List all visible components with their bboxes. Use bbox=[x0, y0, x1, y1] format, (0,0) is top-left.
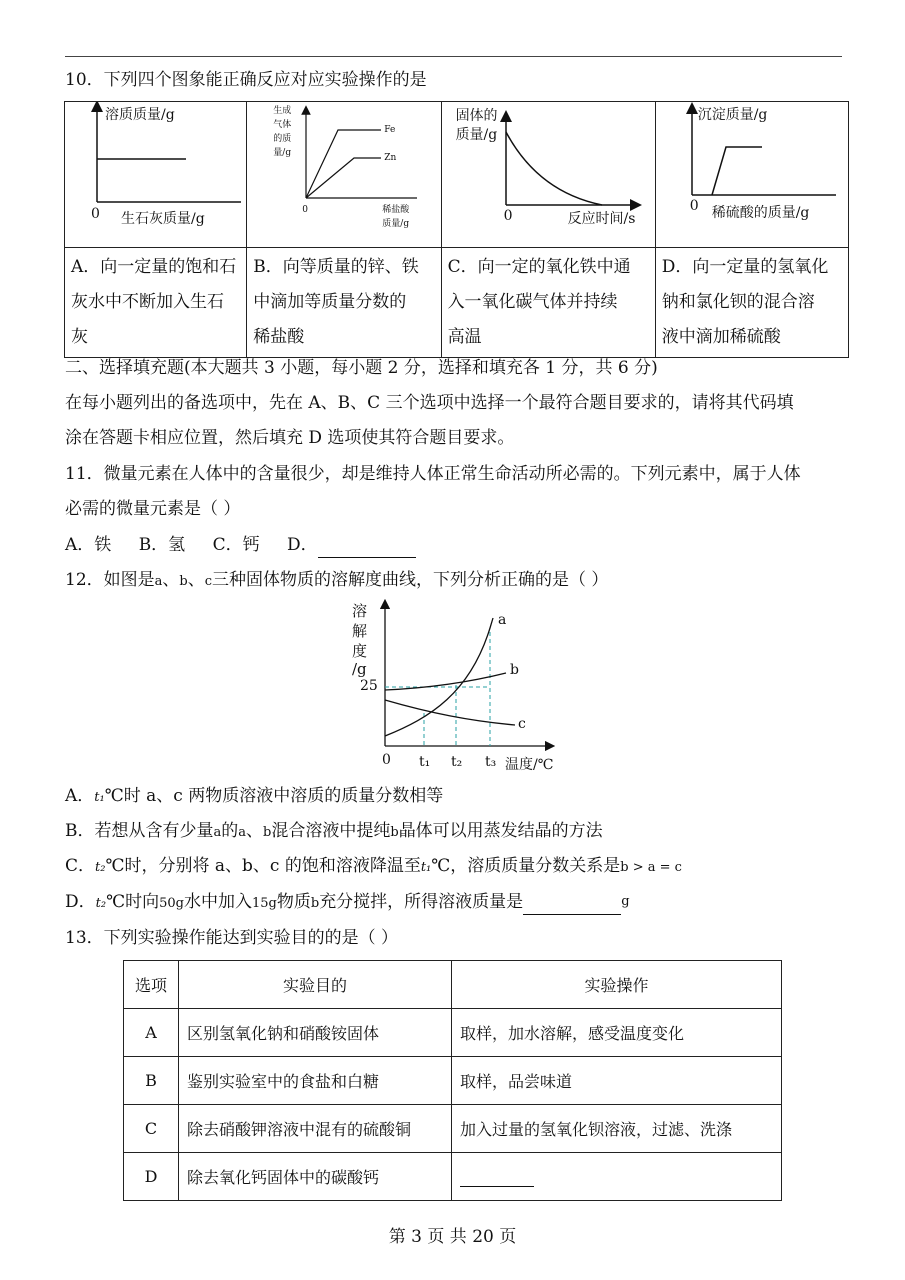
q12-option-c bbox=[65, 854, 682, 880]
q13-header-operation: 实验操作 bbox=[452, 961, 782, 1009]
q12-c-2: ℃时，分别将 a、b、c 的饱和溶液降温至 bbox=[105, 856, 421, 876]
graph-b-zn-line bbox=[306, 158, 381, 198]
q10-option-c-line2: 入一氧化碳气体并持续 bbox=[447, 292, 618, 312]
q12-stem-post: 三种固体物质的溶解度曲线，下列分析正确的是（ ） bbox=[212, 570, 609, 590]
q12-solubility-chart bbox=[340, 598, 570, 778]
q11-option-a: A．铁 bbox=[65, 535, 112, 555]
q12-c-t1: t₁ bbox=[420, 860, 432, 875]
graph-b-ylabel-3: 的质 bbox=[273, 134, 292, 144]
q12-stem-sep2: 、 bbox=[187, 570, 205, 590]
q13-row-c-option: C bbox=[124, 1105, 179, 1153]
q13-row-d-option: D bbox=[124, 1153, 179, 1201]
table-row bbox=[124, 1057, 782, 1105]
q10-option-b-line2: 中滴加等质量分数的 bbox=[253, 292, 407, 312]
curve-c bbox=[385, 700, 515, 725]
q12-c-3: ℃，溶质质量分数关系是 bbox=[431, 856, 621, 876]
graph-c-curve bbox=[506, 132, 602, 205]
q10-option-c-line3: 高温 bbox=[447, 327, 482, 347]
q10-graph-c bbox=[441, 102, 655, 248]
graph-b-ylabel-1: 生成 bbox=[273, 106, 292, 116]
q10-option-a bbox=[65, 248, 247, 358]
graph-b-xlabel-2: 质量/g bbox=[382, 219, 410, 229]
q12-b-7: b bbox=[390, 825, 399, 840]
q11-line1: 11．微量元素在人体中的含量很少，却是维持人体正常生命活动所必需的。下列元素中，属于人体 bbox=[65, 464, 801, 484]
graph-d-origin: 0 bbox=[689, 198, 699, 214]
q12-b-8: 晶体可以用蒸发结晶的方法 bbox=[398, 821, 603, 841]
q12-ylabel-4: /g bbox=[352, 660, 367, 678]
q13-row-d-operation bbox=[452, 1153, 782, 1201]
graph-b-fe-line bbox=[306, 130, 381, 198]
q12-y25: 25 bbox=[360, 678, 378, 694]
q12-option-b bbox=[65, 819, 603, 845]
q10-option-d bbox=[655, 248, 848, 358]
q13-row-b-purpose: 鉴别实验室中的食盐和白糖 bbox=[179, 1057, 452, 1105]
graph-b-zn-label: Zn bbox=[384, 153, 397, 163]
q12-d-4: 物质 bbox=[276, 892, 311, 912]
q13-header-purpose: 实验目的 bbox=[179, 961, 452, 1009]
graph-c-ylabel-1: 固体的 bbox=[455, 108, 498, 124]
q12-b-4: 、 bbox=[246, 821, 264, 841]
q12-a-2: ℃时 a、c 两物质溶液中溶质的质量分数相等 bbox=[104, 786, 444, 806]
q10-option-d-line2: 钠和氯化钡的混合溶 bbox=[661, 292, 815, 312]
q10-option-a-line2: 灰水中不断加入生石 bbox=[71, 292, 224, 312]
q13-row-c-operation: 加入过量的氢氧化钡溶液，过滤、洗涤 bbox=[452, 1105, 782, 1153]
q12-stem-c: c bbox=[204, 574, 213, 589]
q12-xlabel: 温度/℃ bbox=[505, 757, 554, 773]
q12-d-2: ℃时向 bbox=[106, 892, 160, 912]
graph-d-line bbox=[712, 147, 762, 195]
q12-stem-a: a bbox=[154, 574, 163, 589]
q12-stem-sep1: 、 bbox=[162, 570, 180, 590]
q13-row-b-option: B bbox=[124, 1057, 179, 1105]
q10-option-d-line3: 液中滴加稀硫酸 bbox=[661, 327, 781, 347]
q12-t1: t₁ bbox=[419, 754, 431, 770]
q13-row-a-purpose: 区别氢氧化钠和硝酸铵固体 bbox=[179, 1009, 452, 1057]
q12-stem bbox=[65, 568, 608, 594]
section2-instr2: 涂在答题卡相应位置，然后填充 D 选项使其符合题目要求。 bbox=[65, 428, 515, 448]
graph-c-origin: 0 bbox=[503, 208, 513, 224]
q12-origin: 0 bbox=[382, 752, 391, 768]
q11-options bbox=[65, 533, 416, 558]
q12-t3: t₃ bbox=[485, 754, 497, 770]
graph-c-ylabel-2: 质量/g bbox=[455, 127, 498, 143]
top-rule bbox=[65, 56, 842, 57]
q12-stem-pre: 12．如图是 bbox=[65, 570, 155, 590]
q12-d-b: b bbox=[310, 896, 320, 911]
q10-stem: 10．下列四个图象能正确反应对应实验操作的是 bbox=[65, 70, 427, 90]
q12-d-5: 充分搅拌，所得溶液质量是 bbox=[319, 892, 524, 912]
q10-graph-b bbox=[247, 102, 441, 248]
graph-a-ylabel: 溶质质量/g bbox=[105, 107, 175, 123]
q10-option-c-line1: C．向一定的氧化铁中通 bbox=[447, 257, 631, 277]
q12-c-t: t₂ bbox=[95, 860, 106, 875]
q12-d-1: D． bbox=[65, 892, 96, 912]
q12-stem-b: b bbox=[179, 574, 188, 589]
q12-c-rel: b > a = c bbox=[620, 860, 682, 875]
graph-b-fe-label: Fe bbox=[384, 125, 396, 135]
q12-b-2: 的 bbox=[221, 821, 239, 841]
q11-option-b: B．氢 bbox=[138, 535, 186, 555]
q12-b-0: B．若想从含有少量 bbox=[65, 821, 214, 841]
curve-a bbox=[385, 618, 493, 736]
q12-label-c: c bbox=[518, 716, 526, 732]
q10-option-c bbox=[441, 248, 655, 358]
q10-graph-a bbox=[65, 102, 247, 248]
q12-ylabel-1: 溶 bbox=[352, 602, 368, 620]
q13-stem: 13．下列实验操作能达到实验目的的是（ ） bbox=[65, 928, 399, 948]
graph-b-origin: 0 bbox=[302, 205, 309, 215]
q12-blank[interactable] bbox=[523, 890, 621, 915]
q12-a-t: t₁ bbox=[94, 790, 105, 805]
q12-a-1: A． bbox=[65, 786, 95, 806]
q13-table bbox=[123, 960, 782, 1201]
q12-b-3: a bbox=[238, 825, 247, 840]
q12-ylabel-2: 解 bbox=[352, 622, 368, 640]
q13-blank[interactable] bbox=[460, 1167, 534, 1187]
q11-option-c: C．钙 bbox=[212, 535, 260, 555]
q10-option-d-line1: D．向一定量的氢氧化 bbox=[661, 257, 829, 277]
table-header-row bbox=[124, 961, 782, 1009]
q12-b-1: a bbox=[213, 825, 222, 840]
graph-c-xlabel: 反应时间/s bbox=[567, 211, 636, 227]
section2-instr1: 在每小题列出的备选项中，先在 A、B、C 三个选项中选择一个最符合题目要求的，请将其代码填 bbox=[65, 393, 794, 413]
q10-option-b-line3: 稀盐酸 bbox=[253, 327, 305, 347]
graph-b-ylabel-4: 量/g bbox=[273, 148, 292, 158]
q10-table bbox=[64, 101, 849, 358]
q12-label-a: a bbox=[498, 612, 507, 628]
graph-b-ylabel-2: 气体 bbox=[273, 120, 292, 130]
q13-row-a-option: A bbox=[124, 1009, 179, 1057]
q12-t2: t₂ bbox=[451, 754, 463, 770]
q10-option-a-line1: A．向一定量的饱和石 bbox=[71, 257, 237, 277]
q12-option-a bbox=[65, 784, 443, 810]
graph-a-xlabel: 生石灰质量/g bbox=[121, 211, 205, 227]
curve-b bbox=[385, 673, 506, 690]
q13-row-a-operation: 取样，加水溶解，感受温度变化 bbox=[452, 1009, 782, 1057]
q12-b-5: b bbox=[263, 825, 272, 840]
q11-option-d: D． bbox=[287, 535, 318, 555]
q10-option-a-line3: 灰 bbox=[71, 327, 88, 347]
q12-d-50: 50g bbox=[159, 896, 184, 911]
table-row bbox=[124, 1009, 782, 1057]
q12-d-t: t₂ bbox=[95, 896, 107, 911]
section2-heading: 二、选择填充题(本大题共 3 小题，每小题 2 分，选择和填充各 1 分，共 6 分) bbox=[65, 358, 658, 378]
q13-header-option: 选项 bbox=[124, 961, 179, 1009]
q10-option-b-line1: B．向等质量的锌、铁 bbox=[253, 257, 419, 277]
q12-d-15: 15g bbox=[251, 896, 277, 911]
table-row bbox=[124, 1105, 782, 1153]
q12-c-1: C． bbox=[65, 856, 96, 876]
graph-b-xlabel-1: 稀盐酸 bbox=[382, 205, 410, 215]
q12-label-b: b bbox=[510, 662, 519, 678]
q12-ylabel-3: 度 bbox=[352, 642, 368, 660]
q13-row-c-purpose: 除去硝酸钾溶液中混有的硫酸铜 bbox=[179, 1105, 452, 1153]
q10-option-b bbox=[247, 248, 441, 358]
q12-d-g: g bbox=[621, 894, 630, 909]
q12-option-d bbox=[65, 890, 630, 916]
q11-line2: 必需的微量元素是（ ） bbox=[65, 499, 241, 519]
q13-row-b-operation: 取样，品尝味道 bbox=[452, 1057, 782, 1105]
q12-b-6: 混合溶液中提纯 bbox=[271, 821, 391, 841]
graph-d-xlabel: 稀硫酸的质量/g bbox=[711, 205, 810, 221]
table-row bbox=[124, 1153, 782, 1201]
page-footer: 第 3 页 共 20 页 bbox=[388, 1227, 517, 1247]
q12-d-3: 水中加入 bbox=[183, 892, 252, 912]
graph-a-origin: 0 bbox=[91, 206, 100, 222]
q13-row-d-purpose: 除去氧化钙固体中的碳酸钙 bbox=[179, 1153, 452, 1201]
graph-d-ylabel: 沉淀质量/g bbox=[697, 107, 768, 123]
q10-graph-d bbox=[655, 102, 848, 248]
q11-blank[interactable] bbox=[318, 533, 416, 558]
